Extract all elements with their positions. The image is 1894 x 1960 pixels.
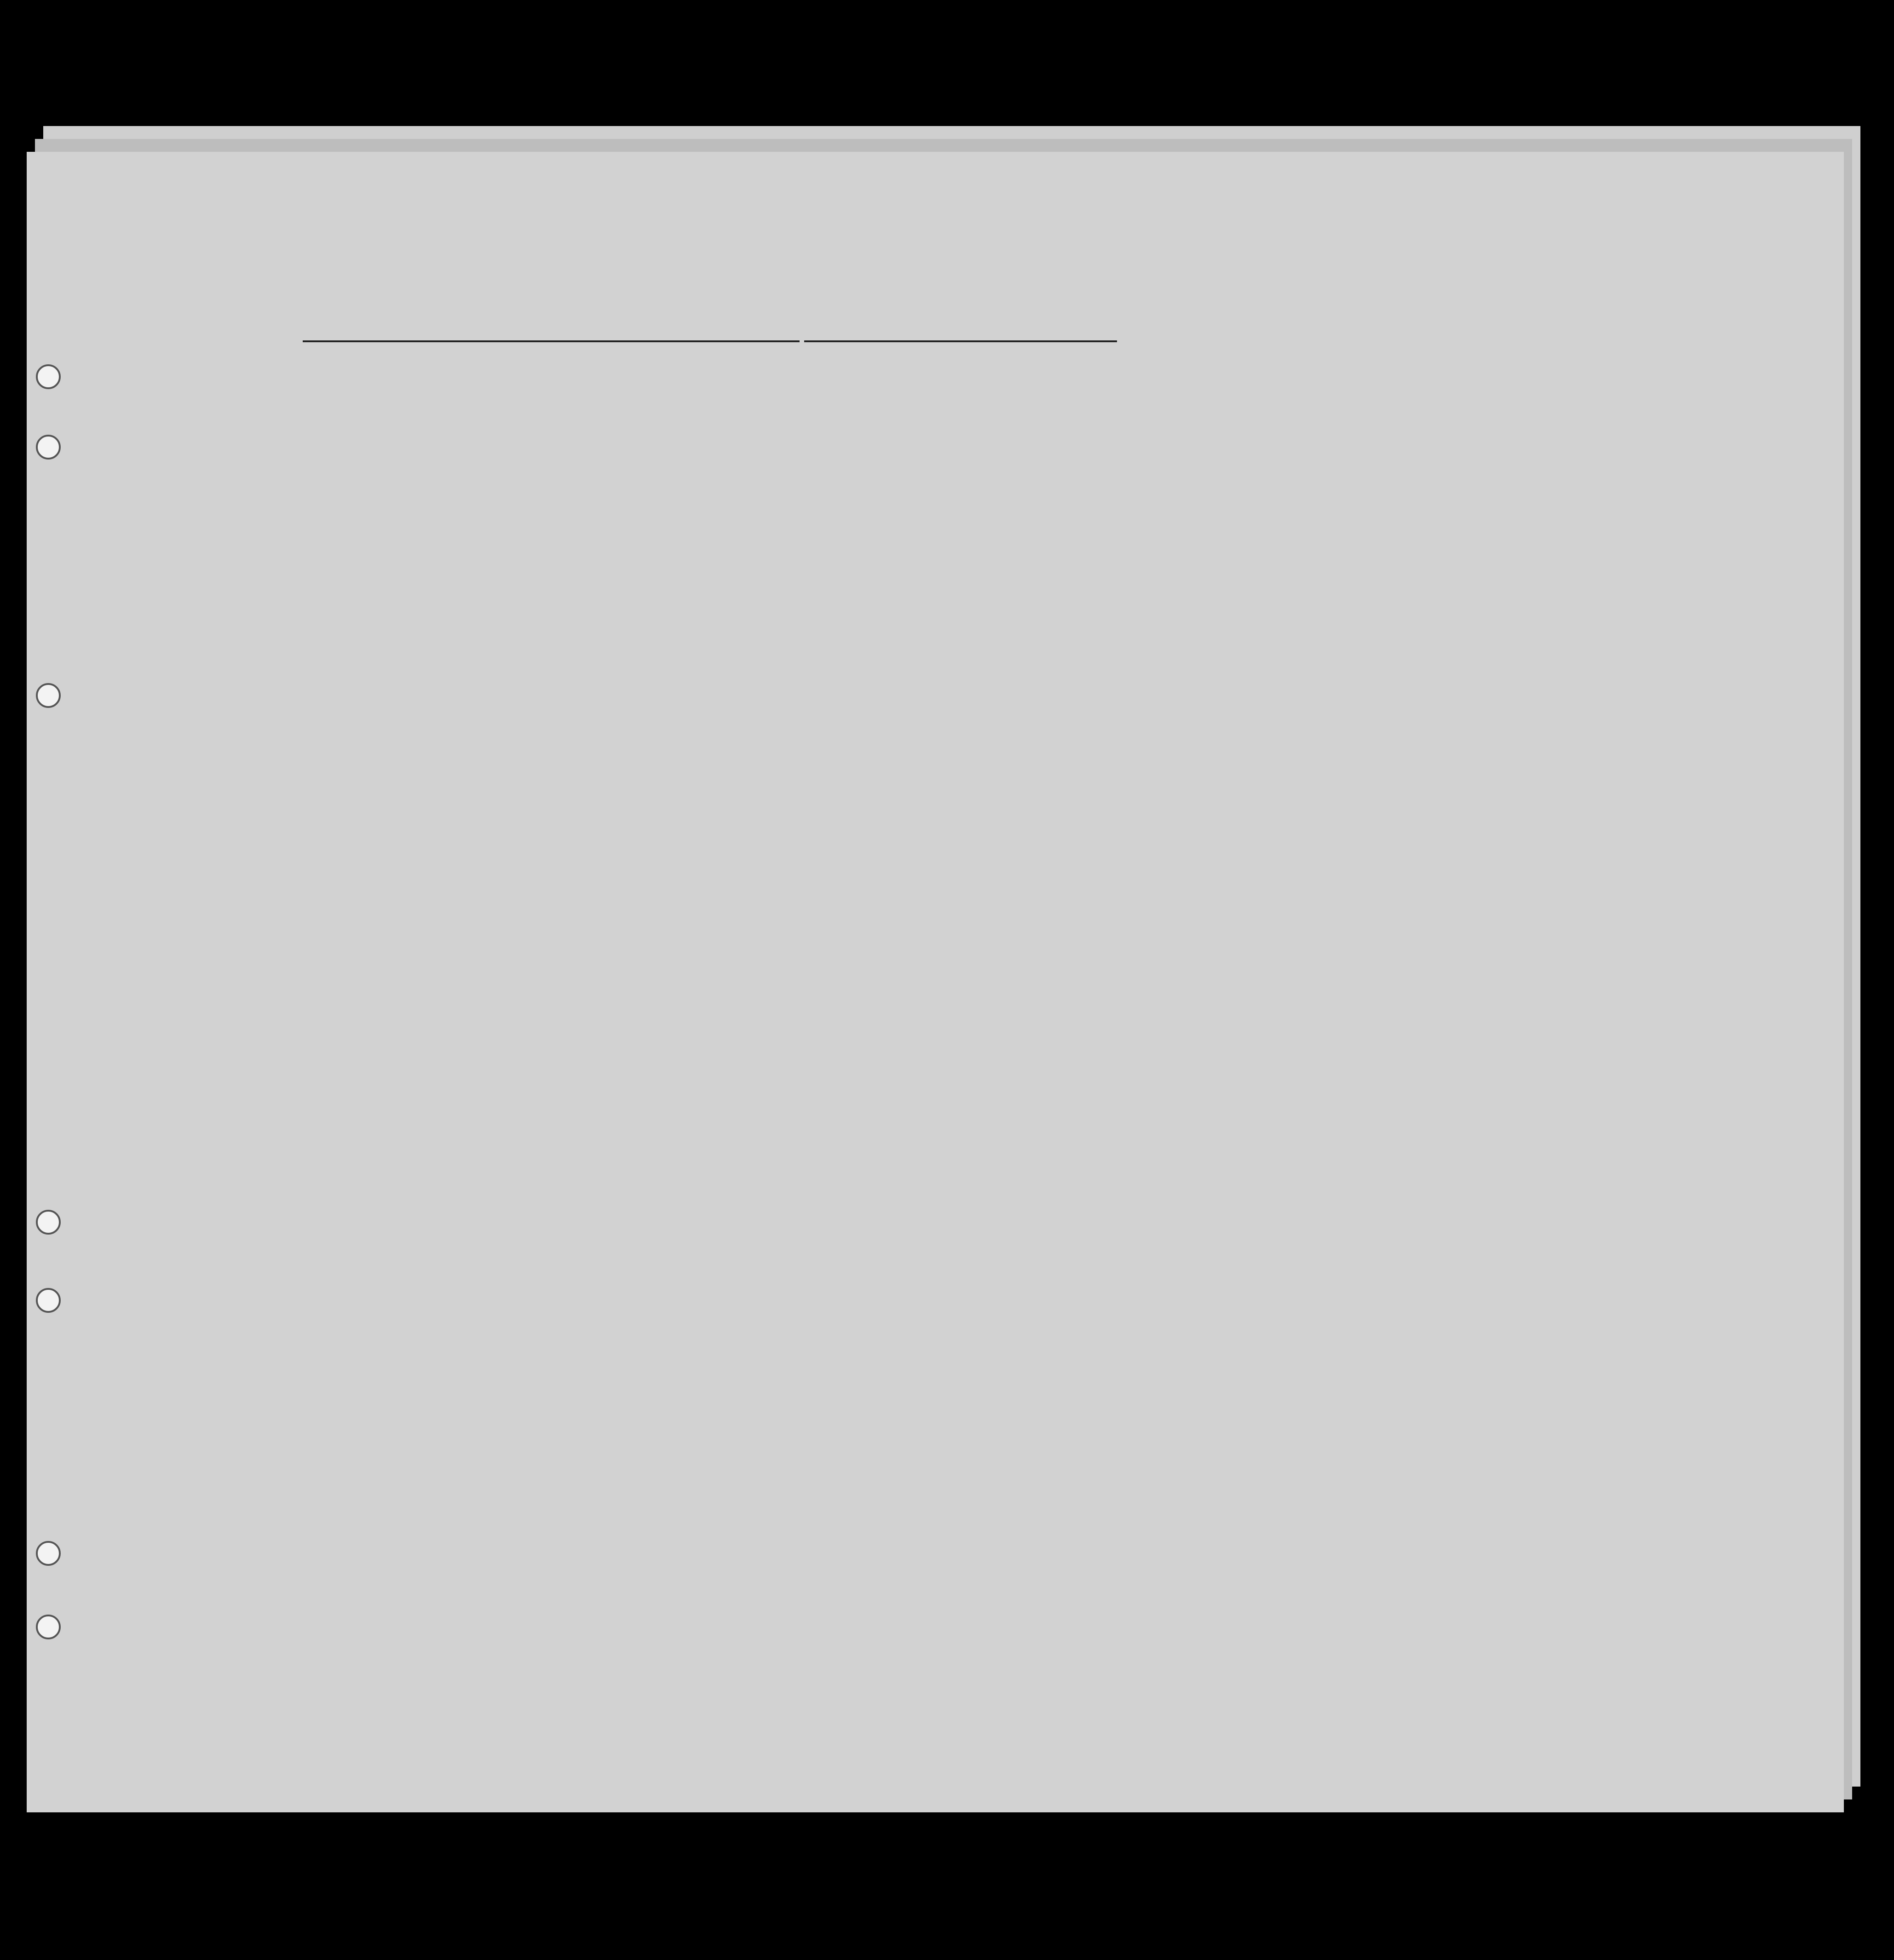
binding-hole (36, 1210, 61, 1235)
binding-hole (36, 1541, 61, 1566)
binding-hole (36, 683, 61, 708)
date-line (804, 340, 1117, 342)
binding-hole (36, 435, 61, 460)
binding-hole (36, 364, 61, 389)
port-line (303, 340, 800, 342)
binding-hole (36, 1615, 61, 1639)
manifest-table (91, 363, 1835, 1679)
binding-hole (36, 1288, 61, 1313)
manifest-sheet (27, 152, 1844, 1812)
